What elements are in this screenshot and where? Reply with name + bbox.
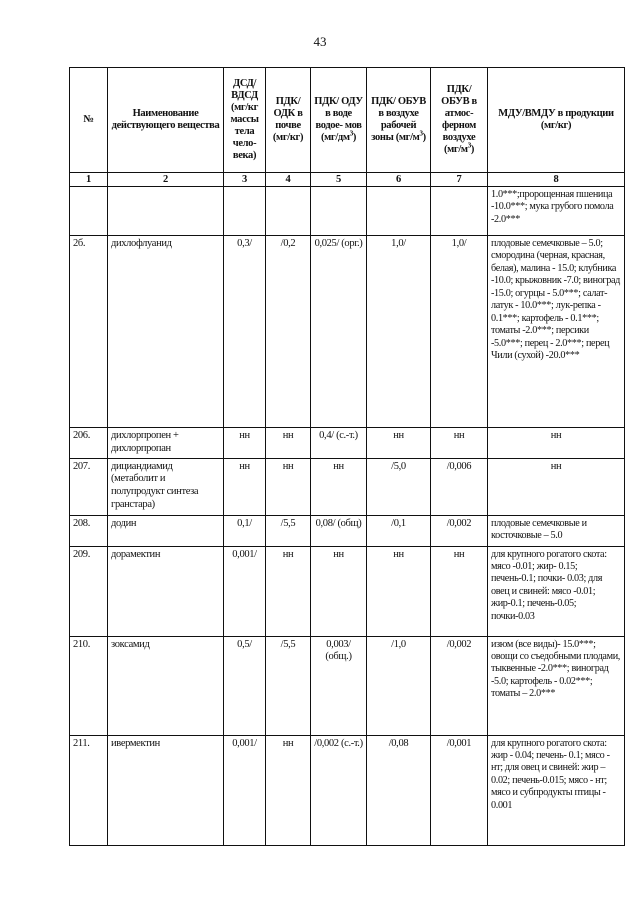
header-work-air: ПДК/ ОБУВ в воздухе рабочей зоны $(мг/м^3)$ [367, 68, 431, 173]
column-index-row [70, 173, 625, 187]
table-row [70, 515, 625, 546]
row-number: 210. [70, 636, 108, 735]
water-value: 0,4/ (с.-т.) [311, 428, 367, 459]
soil-value: /0,2 [266, 236, 311, 428]
column-index: 7 [431, 173, 488, 187]
soil-value: нн [266, 428, 311, 459]
work-air-value: /5,0 [367, 458, 431, 515]
dsd-value: нн [224, 428, 266, 459]
soil-value: /5,5 [266, 636, 311, 735]
row-number: 207. [70, 458, 108, 515]
atm-air-value [431, 187, 488, 236]
column-index: 2 [108, 173, 224, 187]
table-row [70, 636, 625, 735]
column-index: 8 [488, 173, 625, 187]
header-water: ПДК/ ОДУ в воде водое- мов $(мг/дм^3)$ [311, 68, 367, 173]
row-number: 206. [70, 428, 108, 459]
mrl-value: 1.0***;пророщенная пшеница -10.0***; мука грубого помола -2.0*** [488, 187, 625, 236]
substance-name: додин [108, 515, 224, 546]
soil-value: /5,5 [266, 515, 311, 546]
atm-air-value: 1,0/ [431, 236, 488, 428]
atm-air-value: /0,002 [431, 636, 488, 735]
header-num: № [70, 68, 108, 173]
header-soil: ПДК/ ОДК в почве (мг/кг) [266, 68, 311, 173]
atm-air-value: /0,006 [431, 458, 488, 515]
work-air-value: нн [367, 546, 431, 636]
mrl-value: нн [488, 458, 625, 515]
work-air-value [367, 187, 431, 236]
header-dsd: ДСД/ ВДСД (мг/кг массы тела чело- века) [224, 68, 266, 173]
mrl-value: плодовые семечковые и косточковые – 5.0 [488, 515, 625, 546]
column-index: 5 [311, 173, 367, 187]
dsd-value: нн [224, 458, 266, 515]
water-value: нн [311, 546, 367, 636]
page-number: 43 [313, 34, 327, 49]
work-air-value: 1,0/ [367, 236, 431, 428]
column-index: 4 [266, 173, 311, 187]
water-value [311, 187, 367, 236]
water-value: 0,003/ (общ.) [311, 636, 367, 735]
substance-name: дихлофлуанид [108, 236, 224, 428]
header-mrl: МДУ/ВМДУ в продукции (мг/кг) [488, 68, 625, 173]
table-row [70, 546, 625, 636]
header-row [70, 68, 625, 173]
row-number: 208. [70, 515, 108, 546]
column-index: 3 [224, 173, 266, 187]
table-row [70, 458, 625, 515]
column-index: 1 [70, 173, 108, 187]
header-substance: Наименование действующего вещества [108, 68, 224, 173]
mrl-value: для крупного рогатого скота: мясо -0.01; жир- 0.15; печень-0.1; почки- 0.03; для овец и свиней: мясо -0.01; жир-0.1; печень-0.05; почки-0.03 [488, 546, 625, 636]
regulations-table [69, 67, 625, 846]
mrl-value: для крупного рогатого скота: жир - 0.04; печень- 0.1; мясо - нт; для овец и свиней: жир – 0.02; печень-0.015; мясо - нт; мясо и субпродукты птицы - 0.001 [488, 735, 625, 845]
substance-name: дихлорпропен + дихлорпропан [108, 428, 224, 459]
soil-value: нн [266, 546, 311, 636]
dsd-value: 0,3/ [224, 236, 266, 428]
column-index: 6 [367, 173, 431, 187]
table-body [70, 187, 625, 846]
mrl-value: изюм (все виды)- 15.0***; овощи со съедобными плодами, тыквенные -2.0***; виноград -5.0; картофель - 0.02***; томаты – 2.0*** [488, 636, 625, 735]
soil-value: нн [266, 735, 311, 845]
table-row [70, 735, 625, 845]
row-number [70, 187, 108, 236]
dsd-value: 0,1/ [224, 515, 266, 546]
work-air-value: /0,1 [367, 515, 431, 546]
substance-name: зоксамид [108, 636, 224, 735]
work-air-value: /0,08 [367, 735, 431, 845]
substance-name [108, 187, 224, 236]
row-number: 2б. [70, 236, 108, 428]
mrl-value: нн [488, 428, 625, 459]
water-value: 0,025/ (орг.) [311, 236, 367, 428]
water-value: /0,002 (с.-т.) [311, 735, 367, 845]
atm-air-value: нн [431, 428, 488, 459]
atm-air-value: /0,002 [431, 515, 488, 546]
soil-value: нн [266, 458, 311, 515]
table-row [70, 187, 625, 236]
dsd-value: 0,001/ [224, 735, 266, 845]
atm-air-value: /0,001 [431, 735, 488, 845]
substance-name: ивермектин [108, 735, 224, 845]
substance-name: дорамектин [108, 546, 224, 636]
table-row [70, 428, 625, 459]
work-air-value: нн [367, 428, 431, 459]
dsd-value [224, 187, 266, 236]
work-air-value: /1,0 [367, 636, 431, 735]
header-atm-air: ПДК/ ОБУВ в атмос- ферном воздухе $(мг/м^3)$ [431, 68, 488, 173]
water-value: нн [311, 458, 367, 515]
mrl-value: плодовые семечковые – 5.0; смородина (черная, красная, белая), малина - 15.0; клубника -10.0; крыжовник -7.0; виноград -15.0; огурцы - 5.0***; салат-латук - 10.0***; лук-репка - 0.1***; картофель - 0.1***; томаты -2.0***; персики -5.0***; перец - 2.0***; перец Чили (сухой) -20.0*** [488, 236, 625, 428]
row-number: 209. [70, 546, 108, 636]
soil-value [266, 187, 311, 236]
dsd-value: 0,001/ [224, 546, 266, 636]
atm-air-value: нн [431, 546, 488, 636]
row-number: 211. [70, 735, 108, 845]
water-value: 0,08/ (общ) [311, 515, 367, 546]
substance-name: дициандиамид (метаболит и полупродукт синтеза гранстара) [108, 458, 224, 515]
dsd-value: 0,5/ [224, 636, 266, 735]
table-row [70, 236, 625, 428]
